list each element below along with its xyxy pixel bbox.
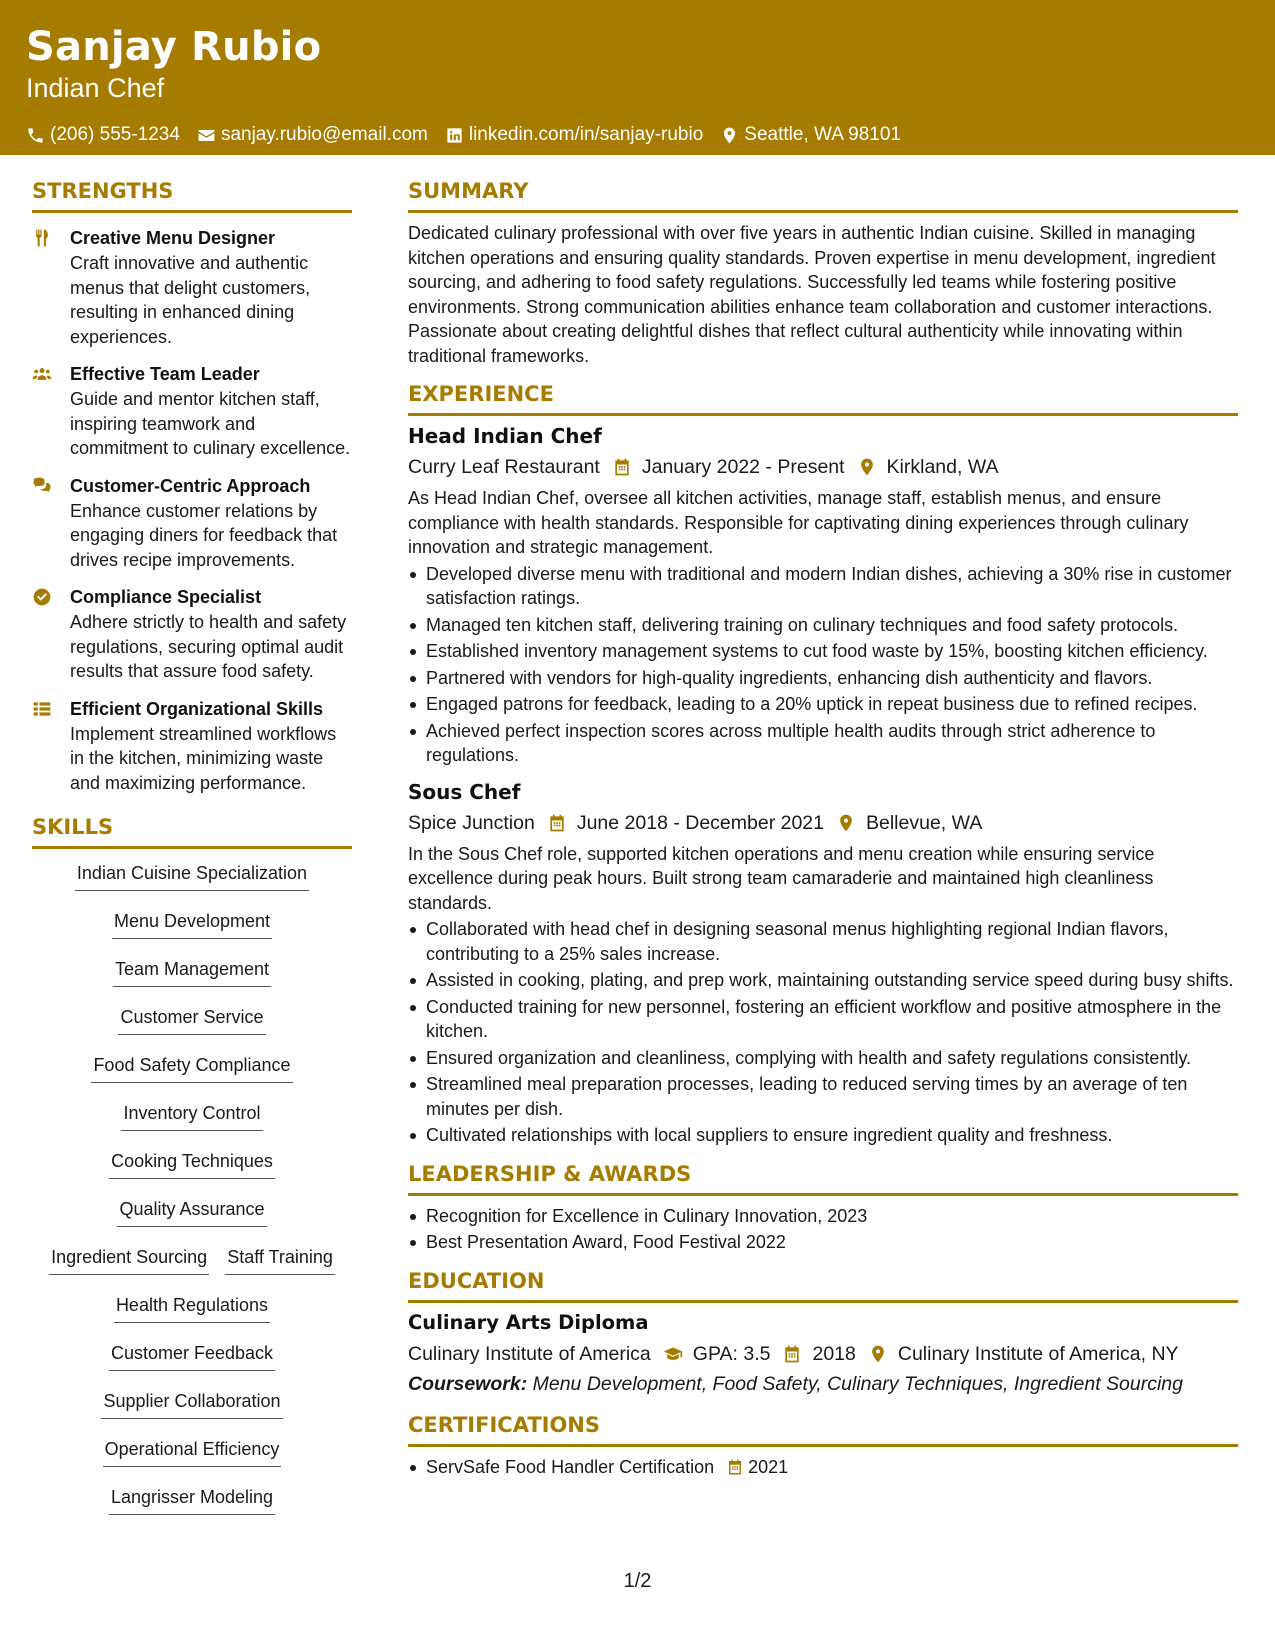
bullet-item: Engaged patrons for feedback, leading to a 20% uptick in repeat business due to refined recipes. bbox=[408, 692, 1238, 717]
job-title: Sous Chef bbox=[408, 779, 521, 804]
strength-title: Compliance Specialist bbox=[70, 587, 262, 607]
skill-tag: Menu Development bbox=[112, 909, 272, 939]
skill-tag: Food Safety Compliance bbox=[91, 1053, 292, 1083]
job-description: In the Sous Chef role, supported kitchen operations and menu creation while ensuring service excellence during peak hours. Built strong team camaraderie and maintained high cleanliness standards. bbox=[408, 843, 1155, 913]
strength-title: Creative Menu Designer bbox=[70, 228, 276, 248]
bullet-item: Managed ten kitchen staff, delivering training on culinary techniques and food safety protocols. bbox=[408, 613, 1238, 638]
job-title: Head Indian Chef bbox=[408, 424, 602, 448]
bullet-item: Established inventory management systems to cut food waste by 15%, boosting kitchen efficiency. bbox=[408, 639, 1238, 664]
bullet-item: Ensured organization and cleanliness, complying with health and safety regulations consistently. bbox=[408, 1046, 1238, 1071]
certifications-heading: CERTIFICATIONS bbox=[408, 1411, 1238, 1447]
map-marker-icon bbox=[868, 1344, 888, 1364]
resume-header bbox=[0, 0, 1275, 155]
linkedin-text: linkedin.com/in/sanjay-rubio bbox=[468, 124, 704, 145]
strength-title: Efficient Organizational Skills bbox=[70, 698, 324, 719]
gpa-text: GPA: 3.5 bbox=[692, 1342, 771, 1365]
skill-tag: Quality Assurance bbox=[117, 1197, 266, 1227]
skill-tag: Team Management bbox=[113, 957, 271, 987]
skill-tag: Inventory Control bbox=[121, 1101, 262, 1131]
job-description: As Head Indian Chef, oversee all kitchen activities, manage staff, establish menus, and ensure compliance with health standards. Responsible for captivating dining experiences through culinary innovation and strategic management. bbox=[408, 488, 1189, 557]
skills-list bbox=[32, 861, 352, 1533]
job-bullets bbox=[408, 917, 1238, 1148]
skill-tag: Customer Service bbox=[118, 1005, 265, 1035]
strength-desc: Implement streamlined workflows in the kitchen, minimizing waste and maximizing performance. bbox=[70, 723, 337, 793]
job-location: Bellevue, WA bbox=[866, 811, 983, 834]
contact-linkedin[interactable] bbox=[445, 124, 703, 146]
job-dates: January 2022 - Present bbox=[641, 456, 845, 478]
skill-tag: Supplier Collaboration bbox=[101, 1389, 282, 1419]
calendar-icon bbox=[782, 1344, 802, 1364]
award-item: Best Presentation Award, Food Festival 2022 bbox=[408, 1230, 1238, 1255]
bullet-item: Conducted training for new personnel, fostering an efficient workflow and positive atmosphere in the kitchen. bbox=[408, 995, 1238, 1044]
left-column bbox=[32, 177, 352, 1533]
bullet-item: Partnered with vendors for high-quality ingredients, enhancing dish authenticity and flavors. bbox=[408, 666, 1238, 691]
email-text: sanjay.rubio@email.com bbox=[220, 124, 428, 145]
contact-bar bbox=[26, 124, 1275, 146]
experience-heading: EXPERIENCE bbox=[408, 380, 1238, 416]
job-location: Kirkland, WA bbox=[886, 456, 999, 478]
skill-tag: Ingredient Sourcing bbox=[49, 1245, 209, 1275]
strength-item bbox=[32, 696, 352, 796]
job-entry bbox=[408, 422, 1238, 768]
education-heading: EDUCATION bbox=[408, 1267, 1238, 1303]
summary-heading: SUMMARY bbox=[408, 177, 1238, 213]
map-marker-icon bbox=[720, 126, 739, 145]
degree-title: Culinary Arts Diploma bbox=[408, 1310, 649, 1334]
coursework bbox=[408, 1369, 1238, 1399]
comments-icon bbox=[32, 476, 52, 496]
certification-name: ServSafe Food Handler Certification bbox=[426, 1456, 715, 1477]
strength-desc: Craft innovative and authentic menus that delight customers, resulting in enhanced dining experiences. bbox=[70, 253, 311, 347]
certification-item bbox=[408, 1455, 1238, 1480]
strength-item bbox=[32, 473, 352, 573]
education-location: Culinary Institute of America, NY bbox=[897, 1342, 1179, 1365]
bullet-item: Cultivated relationships with local suppliers to ensure ingredient quality and freshness. bbox=[408, 1123, 1238, 1148]
bullet-item: Collaborated with head chef in designing seasonal menus highlighting regional Indian flavors, contributing to a 25% sales increase. bbox=[408, 917, 1238, 966]
map-marker-icon bbox=[857, 457, 877, 477]
bullet-item: Achieved perfect inspection scores across multiple health audits through strict adherence to regulations. bbox=[408, 719, 1238, 768]
strengths-heading: STRENGTHS bbox=[32, 177, 352, 213]
job-bullets bbox=[408, 562, 1238, 768]
map-marker-icon bbox=[836, 813, 856, 833]
linkedin-icon bbox=[445, 126, 464, 145]
strength-title: Effective Team Leader bbox=[70, 364, 260, 384]
bullet-item: Developed diverse menu with traditional and modern Indian dishes, achieving a 30% rise in customer satisfaction ratings. bbox=[408, 562, 1238, 611]
certification-year: 2021 bbox=[748, 1456, 789, 1477]
contact-location bbox=[720, 124, 901, 146]
strength-desc: Adhere strictly to health and safety regulations, securing optimal audit results that assure food safety. bbox=[70, 612, 347, 681]
list-icon bbox=[32, 699, 52, 719]
calendar-icon bbox=[612, 457, 632, 477]
skills-heading: SKILLS bbox=[32, 813, 352, 849]
candidate-role: Indian Chef bbox=[26, 73, 165, 103]
skill-tag: Langrisser Modeling bbox=[109, 1485, 275, 1515]
company-name: Spice Junction bbox=[408, 811, 535, 834]
strength-title: Customer-Centric Approach bbox=[70, 475, 311, 496]
coursework-text: Menu Development, Food Safety, Culinary Techniques, Ingredient Sourcing bbox=[532, 1372, 1183, 1395]
envelope-icon bbox=[197, 126, 216, 145]
strength-item bbox=[32, 225, 352, 349]
awards-list bbox=[408, 1204, 1238, 1255]
phone-icon bbox=[26, 126, 45, 145]
strength-desc: Enhance customer relations by engaging diners for feedback that drives recipe improvements. bbox=[70, 500, 338, 570]
awards-heading: LEADERSHIP & AWARDS bbox=[408, 1160, 1238, 1196]
skill-tag: Cooking Techniques bbox=[109, 1149, 275, 1179]
check-circle-icon bbox=[32, 587, 52, 607]
utensils-icon bbox=[32, 228, 52, 248]
skill-tag: Staff Training bbox=[225, 1245, 335, 1275]
page-number: 1/2 bbox=[623, 1570, 652, 1592]
coursework-label: Coursework: bbox=[408, 1372, 528, 1395]
bullet-item: Streamlined meal preparation processes, leading to reduced serving times by an average of ten minutes per dish. bbox=[408, 1072, 1238, 1121]
job-meta bbox=[408, 452, 1238, 482]
team-icon bbox=[32, 364, 52, 384]
certifications-list bbox=[408, 1455, 1238, 1480]
skill-tag: Operational Efficiency bbox=[103, 1437, 282, 1467]
job-meta bbox=[408, 808, 1238, 838]
education-entry bbox=[408, 1309, 1238, 1399]
candidate-name: Sanjay Rubio bbox=[26, 24, 322, 70]
job-dates: June 2018 - December 2021 bbox=[576, 811, 824, 834]
school-name: Culinary Institute of America bbox=[408, 1342, 651, 1365]
contact-email[interactable] bbox=[197, 124, 428, 146]
summary-text: Dedicated culinary professional with over five years in authentic Indian cuisine. Skilled in managing kitchen operations and ensuring quality standards. Proven expertise in menu development, ingredient sourcing, and adhering to food safety regulations. Successfully led teams while fostering positive environments. Strong communication abilities enhance team collaboration and customer interactions. Passionate about creating delightful dishes that reflect cultural authenticity while innovating within traditional frameworks. bbox=[408, 223, 1216, 366]
job-entry bbox=[408, 778, 1238, 1148]
education-meta bbox=[408, 1339, 1238, 1369]
education-year: 2018 bbox=[812, 1342, 856, 1365]
skill-tag: Indian Cuisine Specialization bbox=[75, 861, 309, 891]
award-item: Recognition for Excellence in Culinary Innovation, 2023 bbox=[408, 1204, 1238, 1229]
phone-text: (206) 555-1234 bbox=[50, 124, 180, 145]
strength-desc: Guide and mentor kitchen staff, inspiring teamwork and commitment to culinary excellence. bbox=[70, 389, 351, 458]
graduation-cap-icon bbox=[663, 1344, 683, 1364]
skill-tag: Customer Feedback bbox=[109, 1341, 275, 1371]
bullet-item: Assisted in cooking, plating, and prep work, maintaining outstanding service speed during busy shifts. bbox=[408, 968, 1238, 993]
company-name: Curry Leaf Restaurant bbox=[408, 456, 600, 478]
calendar-icon bbox=[726, 1458, 744, 1476]
right-column bbox=[408, 177, 1238, 1481]
strength-item bbox=[32, 361, 352, 461]
strength-item bbox=[32, 584, 352, 684]
calendar-icon bbox=[547, 813, 567, 833]
skill-tag: Health Regulations bbox=[114, 1293, 270, 1323]
contact-phone[interactable] bbox=[26, 124, 180, 146]
location-text: Seattle, WA 98101 bbox=[744, 124, 901, 145]
